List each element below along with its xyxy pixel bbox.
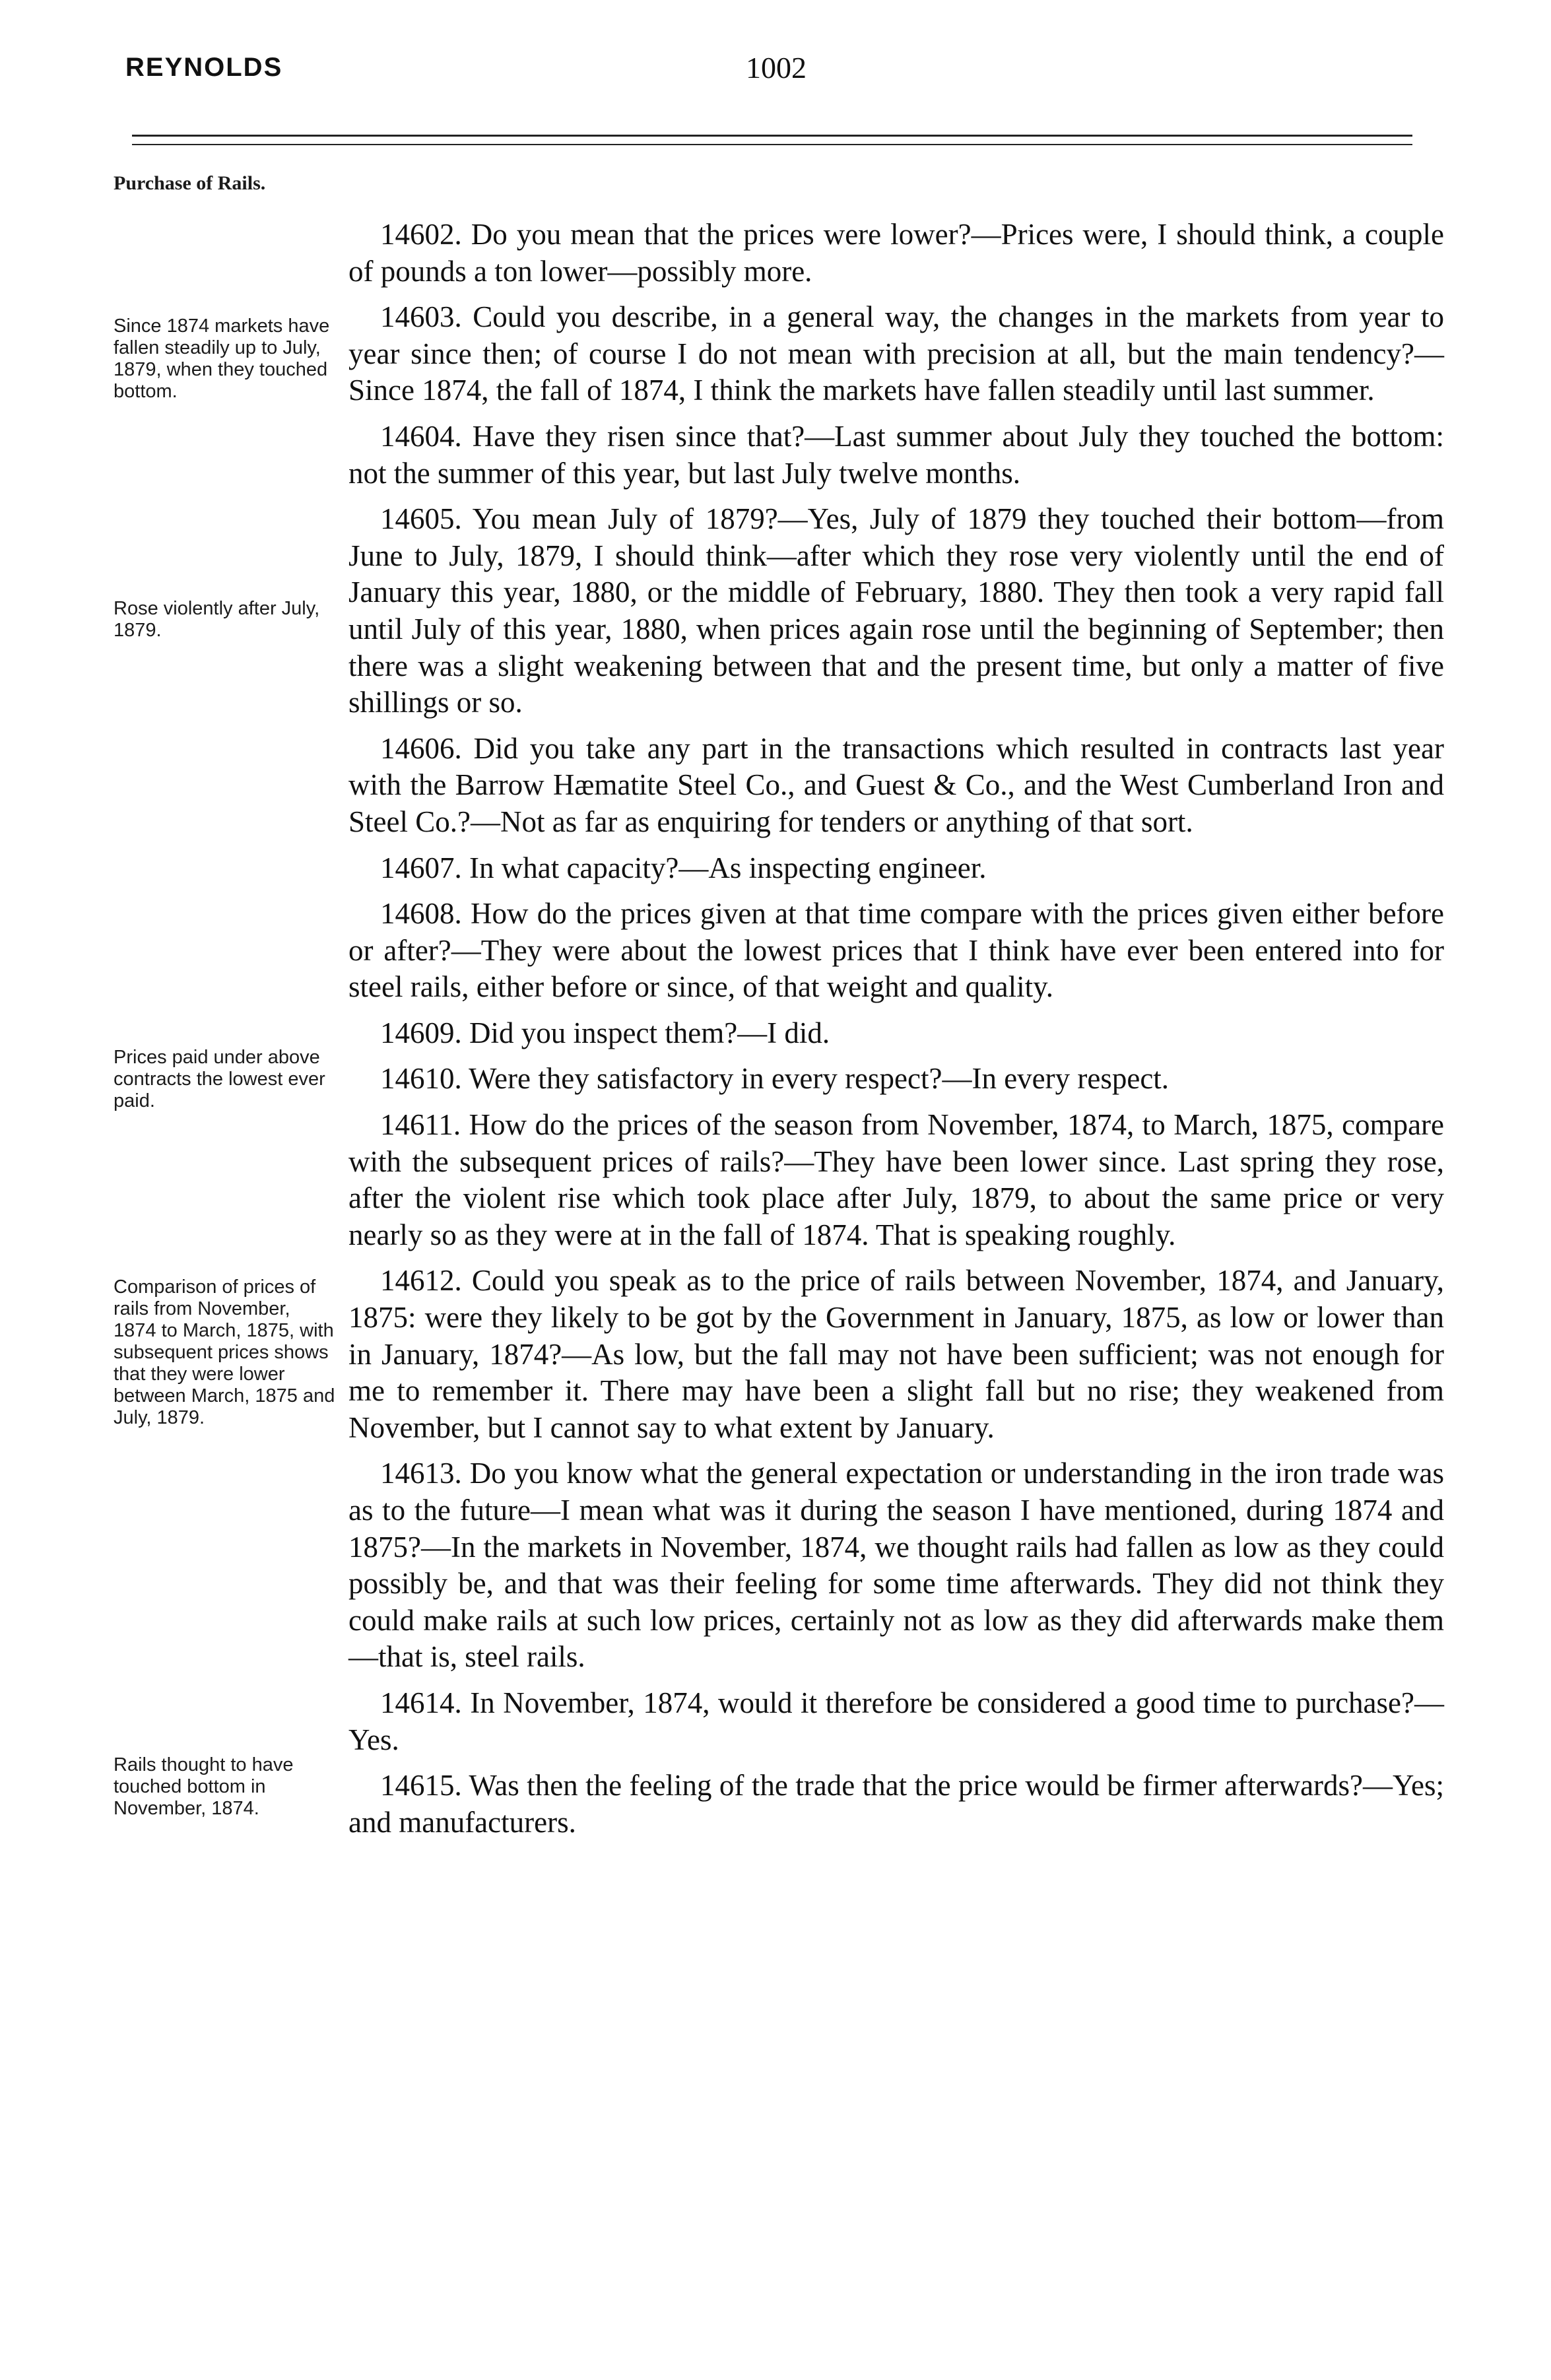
paragraph-14603: 14603. Could you describe, in a general way, the changes in the markets from year to year since then; of course I do not mean with precision at all, but the main tendency?—Since 1874, the fall of 1874, I think the markets have fallen steadily until last summer.	[348, 300, 1444, 407]
paragraph-14607: 14607. In what capacity?—As inspecting engineer.	[380, 851, 987, 884]
paragraph-14609: 14609. Did you inspect them?—I did.	[380, 1016, 830, 1049]
margin-note-rose-violently: Rose violently after July, 1879.	[114, 598, 320, 641]
paragraph-14612: 14612. Could you speak as to the price of rails between November, 1874, and January, 1875: were they likely to be got by the Government in January, 1875, as low or lower than in January, 1874?—As low, but the fall may not have been sufficient; was not enough for me to remember it. There may have been a slight fall but no rise; they weakened from November, but I cannot say to what extent by January.	[348, 1264, 1444, 1444]
running-head	[0, 53, 1551, 106]
margin-note-touched-bottom: Rails thought to have touched bottom in November, 1874.	[114, 1754, 294, 1819]
paragraph-14604: 14604. Have they risen since that?—Last summer about July they touched the bottom: not the summer of this year, but last July twelve months.	[348, 419, 1444, 490]
paragraph-14606: 14606. Did you take any part in the transactions which resulted in contracts last year with the Barrow Hæmatite Steel Co., and Guest & Co., and the West Cumberland Iron and Steel Co.?—Not as far as enquiring for tenders or anything of that sort.	[348, 731, 1444, 838]
margin-note-lowest-prices: Prices paid under above contracts the lowest ever paid.	[114, 1047, 325, 1111]
paragraph-14610: 14610. Were they satisfactory in every respect?—In every respect.	[380, 1062, 1170, 1096]
paragraph-14608: 14608. How do the prices given at that time compare with the prices given either before or after?—They were about the lowest prices that I think have ever been entered into for steel rails, either before or since, of that weight and quality.	[348, 897, 1444, 1004]
testimony-column	[348, 216, 1444, 1850]
paragraph-14605: 14605. You mean July of 1879?—Yes, July of 1879 they touched their bottom—from June to July, 1879, I should think—after which they rose very violently until the end of January this year, 1880, or the middle of February, 1880. They then took a very rapid fall until July of this year, 1880, when prices again rose until the beginning of September; then there was a slight weakening between that and the present time, but only a matter of five shillings or so.	[348, 502, 1444, 719]
paragraph-14602: 14602. Do you mean that the prices were lower?—Prices were, I should think, a couple of pounds a ton lower—possibly more.	[348, 218, 1444, 288]
header-rule-thin	[132, 144, 1412, 145]
margin-section-heading: Purchase of Rails.	[114, 172, 266, 194]
paragraph-14614: 14614. In November, 1874, would it therefore be considered a good time to purchase?—Yes.	[348, 1686, 1444, 1756]
paragraph-14611: 14611. How do the prices of the season from November, 1874, to March, 1875, compare with the subsequent prices of rails?—They have been lower since. Last spring they rose, after the violent rise which took place after July, 1879, to about the same price or very nearly so as they were at in the fall of 1874. That is speaking roughly.	[348, 1108, 1444, 1251]
header-rule	[132, 135, 1412, 137]
paragraph-14613: 14613. Do you know what the general expectation or understanding in the iron trade was as to the future—I mean what was it during the season I have mentioned, during 1874 and 1875?—In the markets in November, 1874, we thought rails had fallen as low as they could possibly be, and that was their feeling for some time afterwards. They did not think they could make rails at such low prices, certainly not as low as they did afterwards make them—that is, steel rails.	[348, 1457, 1444, 1674]
margin-note-comparison: Comparison of prices of rails from November, 1874 to March, 1875, with subsequent prices shows that they were lower between March, 1875 and July, 1879.	[114, 1276, 335, 1428]
paragraph-14615: 14615. Was then the feeling of the trade that the price would be firmer afterwards?—Yes; and manufacturers.	[348, 1769, 1444, 1839]
running-head-name: REYNOLDS	[125, 53, 283, 82]
margin-note-markets-fallen: Since 1874 markets have fallen steadily up to July, 1879, when they touched bottom.	[114, 315, 330, 402]
page-number: 1002	[746, 51, 807, 84]
